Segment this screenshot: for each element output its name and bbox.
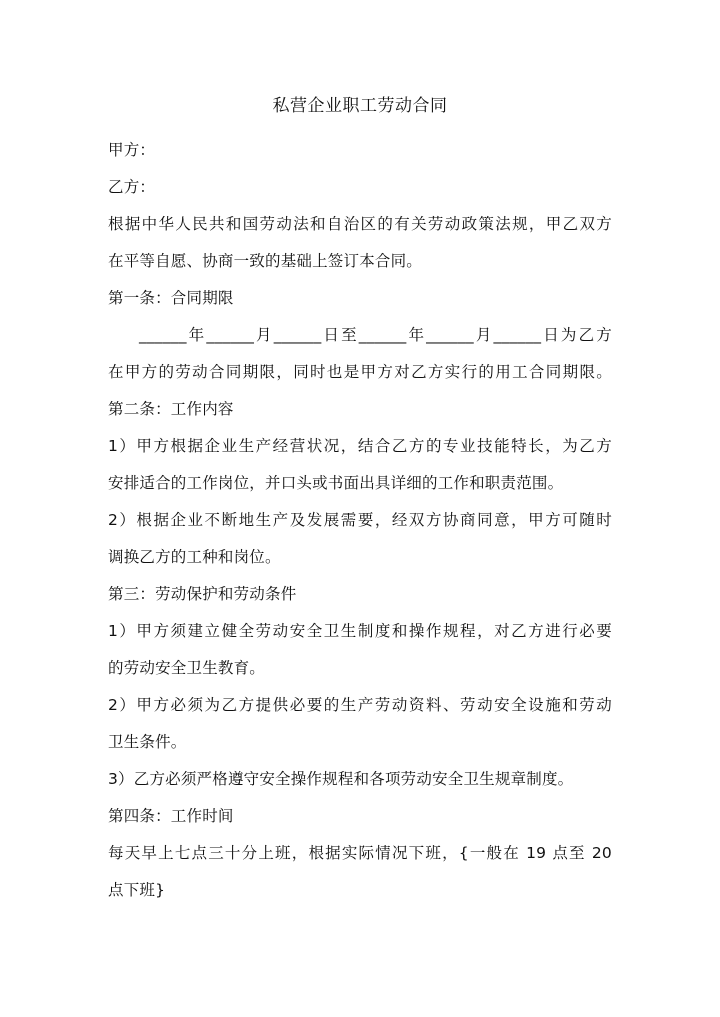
preamble-line-2: 在平等自愿、协商一致的基础上签订本合同。 xyxy=(108,252,423,270)
party-a-line: 甲方： xyxy=(108,141,156,159)
article-2-item-2-line-1: 2）根据企业不断地生产及发展需要，经双方协商同意，甲方可随时 xyxy=(108,511,612,529)
article-1-line-2: 在甲方的劳动合同期限，同时也是甲方对乙方实行的用工合同期限。 xyxy=(108,363,612,381)
article-4-line-1: 每天早上七点三十分上班，根据实际情况下班，{一般在 19 点至 20 xyxy=(108,844,612,862)
document-body xyxy=(108,94,612,909)
article-3-item-2-line-2: 卫生条件。 xyxy=(108,733,187,751)
article-4-heading: 第四条：工作时间 xyxy=(108,807,234,825)
party-b-line: 乙方： xyxy=(108,178,156,196)
article-3-item-2-line-1: 2）甲方必须为乙方提供必要的生产劳动资料、劳动安全设施和劳动 xyxy=(108,696,612,714)
preamble-line-1: 根据中华人民共和国劳动法和自治区的有关劳动政策法规，甲乙双方 xyxy=(108,215,612,233)
article-1-heading: 第一条：合同期限 xyxy=(108,289,234,307)
article-2-item-1-line-2: 安排适合的工作岗位，并口头或书面出具详细的工作和职责范围。 xyxy=(108,474,564,492)
article-3-item-1-line-1: 1）甲方须建立健全劳动安全卫生制度和操作规程，对乙方进行必要 xyxy=(108,622,612,640)
article-3-item-1-line-2: 的劳动安全卫生教育。 xyxy=(108,659,266,677)
article-2-heading: 第二条：工作内容 xyxy=(108,400,234,418)
article-2-item-1-line-1: 1）甲方根据企业生产经营状况，结合乙方的专业技能特长，为乙方 xyxy=(108,437,612,455)
article-3-heading: 第三：劳动保护和劳动条件 xyxy=(108,585,297,603)
article-1-line-1: ______年______月______日至______年______月______日为乙方 xyxy=(139,326,612,344)
article-2-item-2-line-2: 调换乙方的工种和岗位。 xyxy=(108,548,281,566)
article-4-line-2: 点下班} xyxy=(108,881,166,899)
document-title: 私营企业职工劳动合同 xyxy=(272,96,448,116)
article-3-item-3-line: 3）乙方必须严格遵守安全操作规程和各项劳动安全卫生规章制度。 xyxy=(108,770,574,788)
